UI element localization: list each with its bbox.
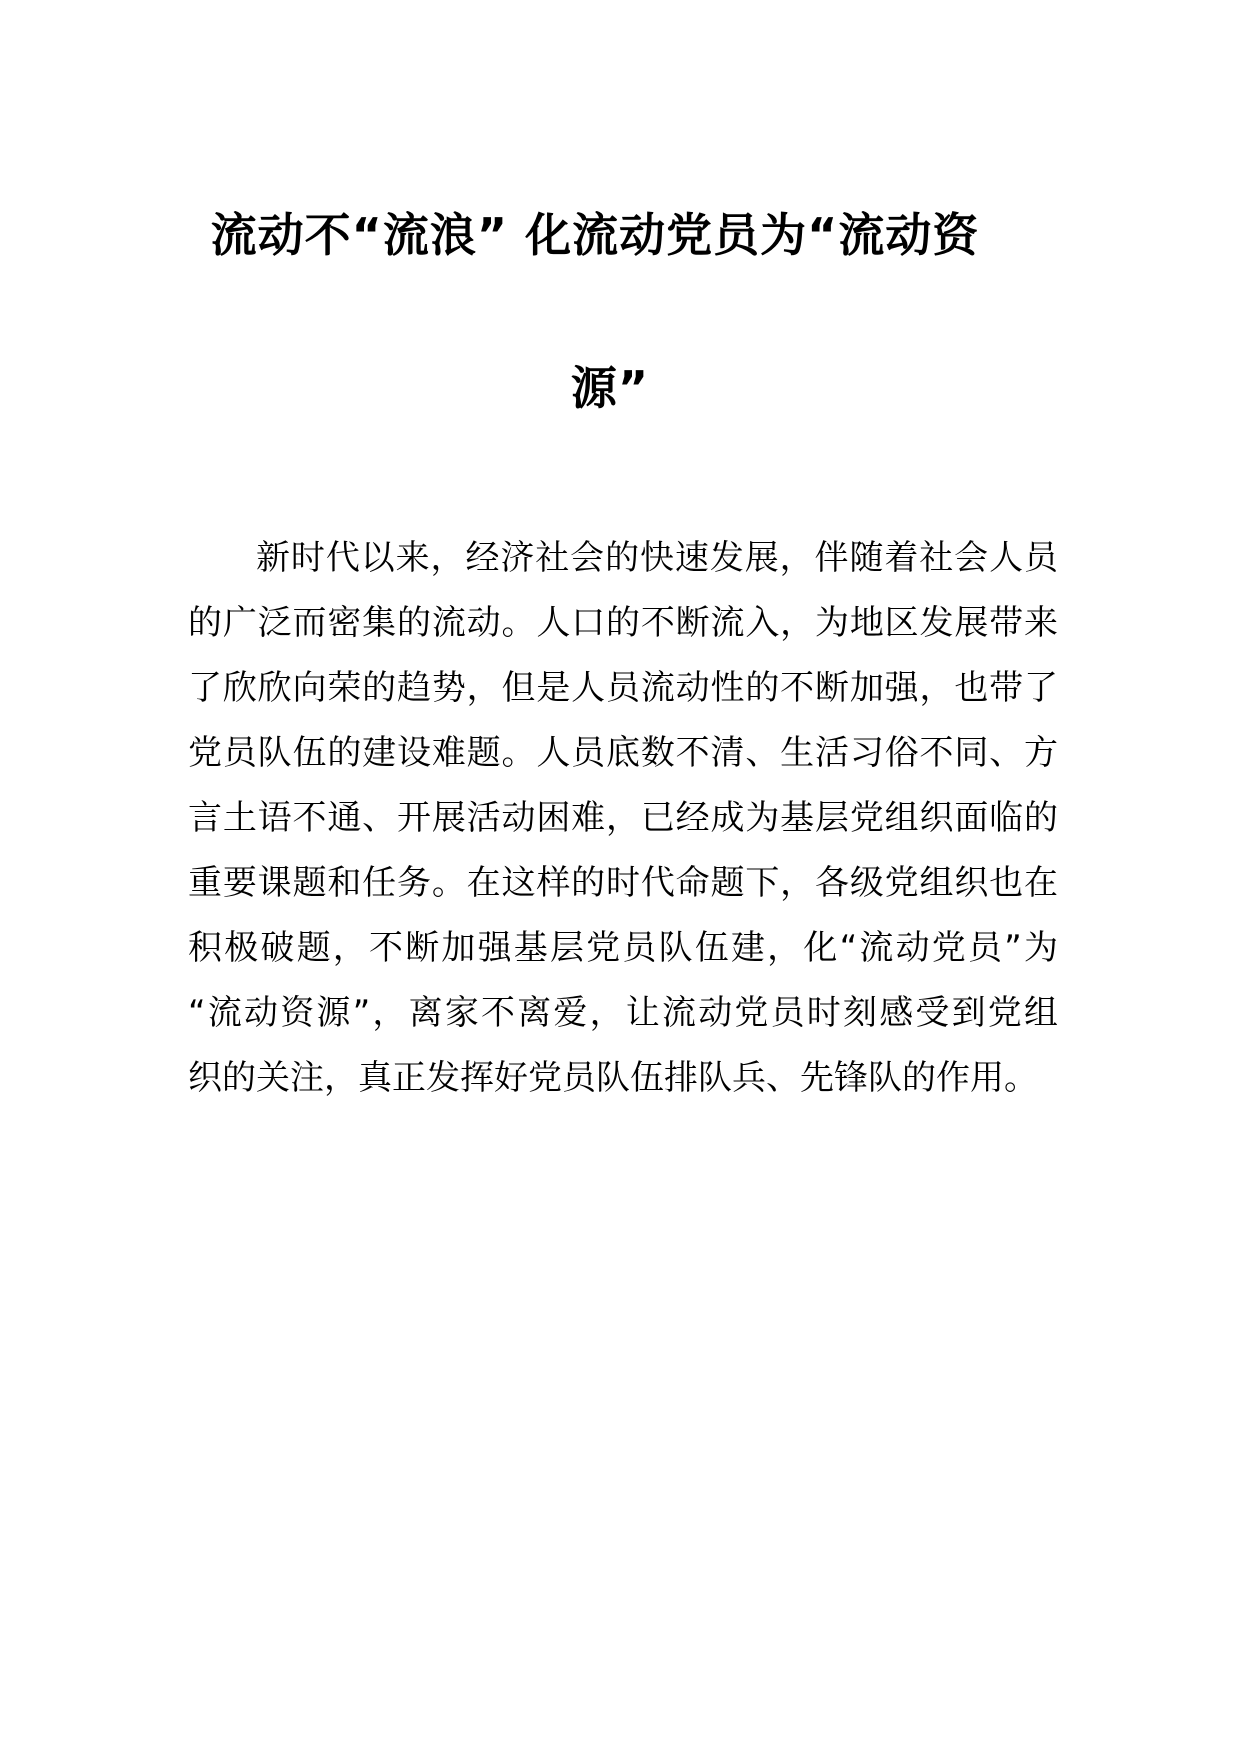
body-line-5: 言土语不通、开展活动困难，已经成为基层党组织面临的 xyxy=(188,798,1058,838)
body-line-2: 的广泛而密集的流动。人口的不断流入，为地区发展带来 xyxy=(188,603,1058,643)
body-line-8: “流动资源”，离家不离爱，让流动党员时刻感受到党组 xyxy=(188,993,1058,1033)
body-line-4: 党员队伍的建设难题。人员底数不清、生活习俗不同、方 xyxy=(188,733,1058,773)
body-line-7: 积极破题，不断加强基层党员队伍建，化“流动党员”为 xyxy=(188,928,1058,968)
document-title-line-2: 源” xyxy=(570,361,650,415)
body-line-6: 重要课题和任务。在这样的时代命题下，各级党组织也在 xyxy=(188,863,1058,903)
body-line-1: 新时代以来，经济社会的快速发展，伴随着社会人员 xyxy=(256,538,1058,578)
body-line-3: 了欣欣向荣的趋势，但是人员流动性的不断加强，也带了 xyxy=(188,668,1058,708)
body-line-9: 织的关注，真正发挥好党员队伍排队兵、先锋队的作用。 xyxy=(188,1058,1038,1098)
document-title-line-1: 流动不“流浪” 化流动党员为“流动资 xyxy=(210,208,980,262)
